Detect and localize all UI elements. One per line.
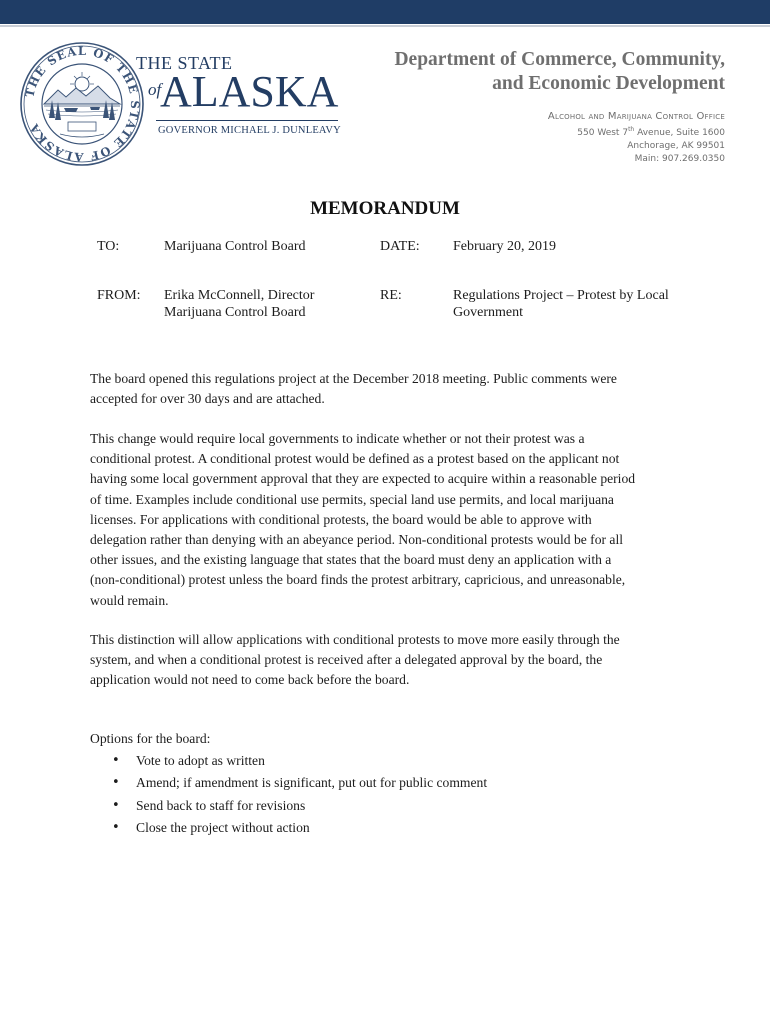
options-list <box>108 751 487 840</box>
governor-name: GOVERNOR MICHAEL J. DUNLEAVY <box>158 125 341 136</box>
date-label: DATE: <box>380 239 420 254</box>
to-label: TO: <box>97 239 120 254</box>
date-value: February 20, 2019 <box>453 239 557 254</box>
options-heading: Options for the board: <box>90 731 211 746</box>
department-line-2: and Economic Development <box>492 73 725 94</box>
state-wordmark-the-state: THE STATE <box>136 53 233 73</box>
re-line-1: Regulations Project – Protest by Local <box>453 288 669 303</box>
office-street: 550 West 7th Avenue, Suite 1600 <box>577 126 725 138</box>
department-name <box>394 48 725 96</box>
re-line-2: Government <box>453 305 523 320</box>
from-org: Marijuana Control Board <box>164 305 306 320</box>
state-wordmark-alaska: ALASKA <box>160 67 339 116</box>
svg-text:THE SEAL OF THE STATE OF ALASK: THE SEAL OF THE STATE OF ALASKA <box>22 43 143 165</box>
to-value: Marijuana Control Board <box>164 239 306 254</box>
list-item: • Close the project without action <box>108 818 487 840</box>
list-item: • Vote to adopt as written <box>108 751 487 773</box>
office-phone: Main: 907.269.0350 <box>634 154 725 164</box>
body-paragraph-3: This distinction will allow applications with conditional protests to move more easily through the system, and when a conditional protest is received after a delegated approval by the board, the application would not need to come back before the board. <box>90 632 620 688</box>
re-label: RE: <box>380 288 402 303</box>
from-value <box>164 287 314 321</box>
top-banner-rule <box>0 25 770 27</box>
re-value <box>453 287 669 321</box>
from-name: Erika McConnell, Director <box>164 288 315 303</box>
body-paragraph-1: The board opened this regulations project at the December 2018 meeting. Public comments were accepted for over 30 days and are attached. <box>90 371 617 407</box>
department-line-1: Department of Commerce, Community, <box>394 49 725 70</box>
list-item: • Amend; if amendment is significant, put out for public comment <box>108 773 487 795</box>
top-banner-bar <box>0 0 770 24</box>
state-seal-logo <box>20 42 144 166</box>
body-paragraph-2: This change would require local governments to indicate whether or not their protest was a conditional protest. A conditional protest would be defined as a protest based on the applicant not having some local government approval that they are expected to acquire within a reasonable period of time. Examples include conditional use permits, special land use permits, and local marijuana licenses. For applications with conditional protests, the board would be able to approve with delegation rather than denying with an abeyance period. Non-conditional protests would be for all other issues, and the existing language that states that the board must deny an application with a (non-conditional) protest unless the board finds the protest arbitrary, capricious, and unreasonable, would remain. <box>90 431 636 608</box>
wordmark-divider <box>156 120 338 121</box>
list-item: • Send back to staff for revisions <box>108 796 487 818</box>
from-label: FROM: <box>97 288 141 303</box>
office-address-block <box>548 110 725 166</box>
office-name: Alcohol and Marijuana Control Office <box>547 111 725 122</box>
memo-title: MEMORANDUM <box>310 198 460 219</box>
state-wordmark-of: of <box>148 80 162 99</box>
office-city: Anchorage, AK 99501 <box>627 141 725 151</box>
